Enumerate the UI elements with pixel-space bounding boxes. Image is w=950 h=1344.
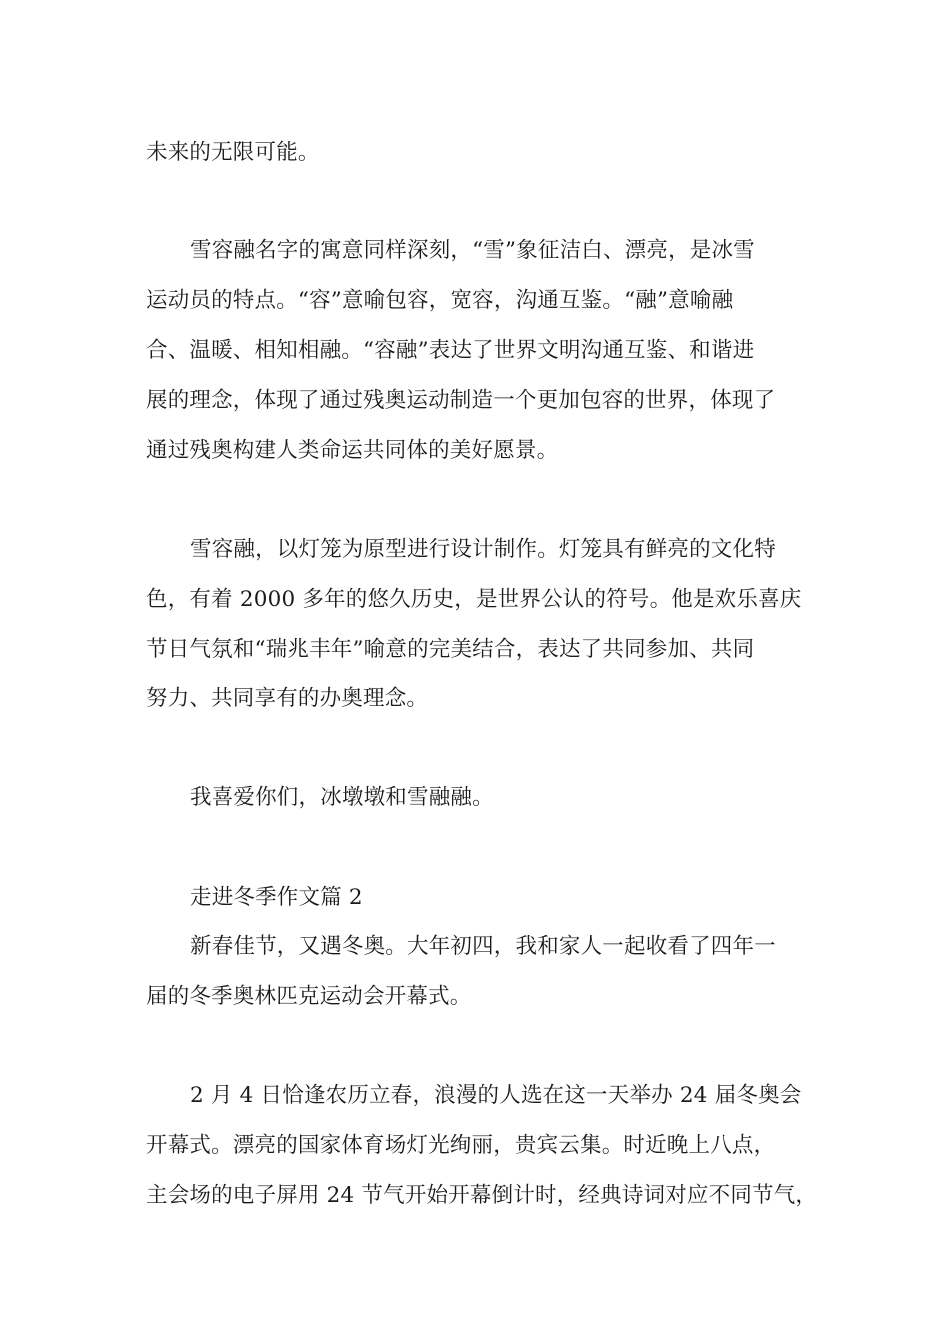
paragraph-line: 开幕式。漂亮的国家体育场灯光绚丽，贵宾云集。时近晚上八点，	[146, 1133, 776, 1158]
paragraph-line: 未来的无限可能。	[146, 140, 320, 165]
paragraph-line: 新春佳节，又遇冬奥。大年初四，我和家人一起收看了四年一	[190, 934, 776, 959]
paragraph-line: 展的理念，体现了通过残奥运动制造一个更加包容的世界，体现了	[146, 388, 776, 413]
paragraph-line: 节日气氛和“瑞兆丰年”喻意的完美结合，表达了共同参加、共同	[146, 637, 755, 662]
paragraph-line: 雪容融名字的寓意同样深刻，“雪”象征洁白、漂亮，是冰雪	[190, 238, 755, 263]
paragraph-line: 雪容融，以灯笼为原型进行设计制作。灯笼具有鲜亮的文化特	[190, 537, 776, 562]
paragraph-line: 2 月 4 日恰逢农历立春，浪漫的人选在这一天举办 24 届冬奥会	[190, 1083, 802, 1108]
paragraph-line: 通过残奥构建人类命运共同体的美好愿景。	[146, 438, 559, 463]
paragraph-line: 届的冬季奥林匹克运动会开幕式。	[146, 984, 472, 1009]
section-title: 走进冬季作文篇 2	[190, 885, 363, 910]
paragraph-line: 合、温暖、相知相融。“容融”表达了世界文明沟通互鉴、和谐进	[146, 338, 755, 363]
paragraph-line: 我喜爱你们，冰墩墩和雪融融。	[190, 785, 494, 810]
paragraph-line: 主会场的电子屏用 24 节气开始开幕倒计时，经典诗词对应不同节气，	[146, 1183, 818, 1208]
paragraph-line: 运动员的特点。“容”意喻包容，宽容，沟通互鉴。“融”意喻融	[146, 288, 734, 313]
paragraph-line: 色，有着 2000 多年的悠久历史，是世界公认的符号。他是欢乐喜庆	[146, 587, 802, 612]
paragraph-line: 努力、共同享有的办奥理念。	[146, 686, 429, 711]
